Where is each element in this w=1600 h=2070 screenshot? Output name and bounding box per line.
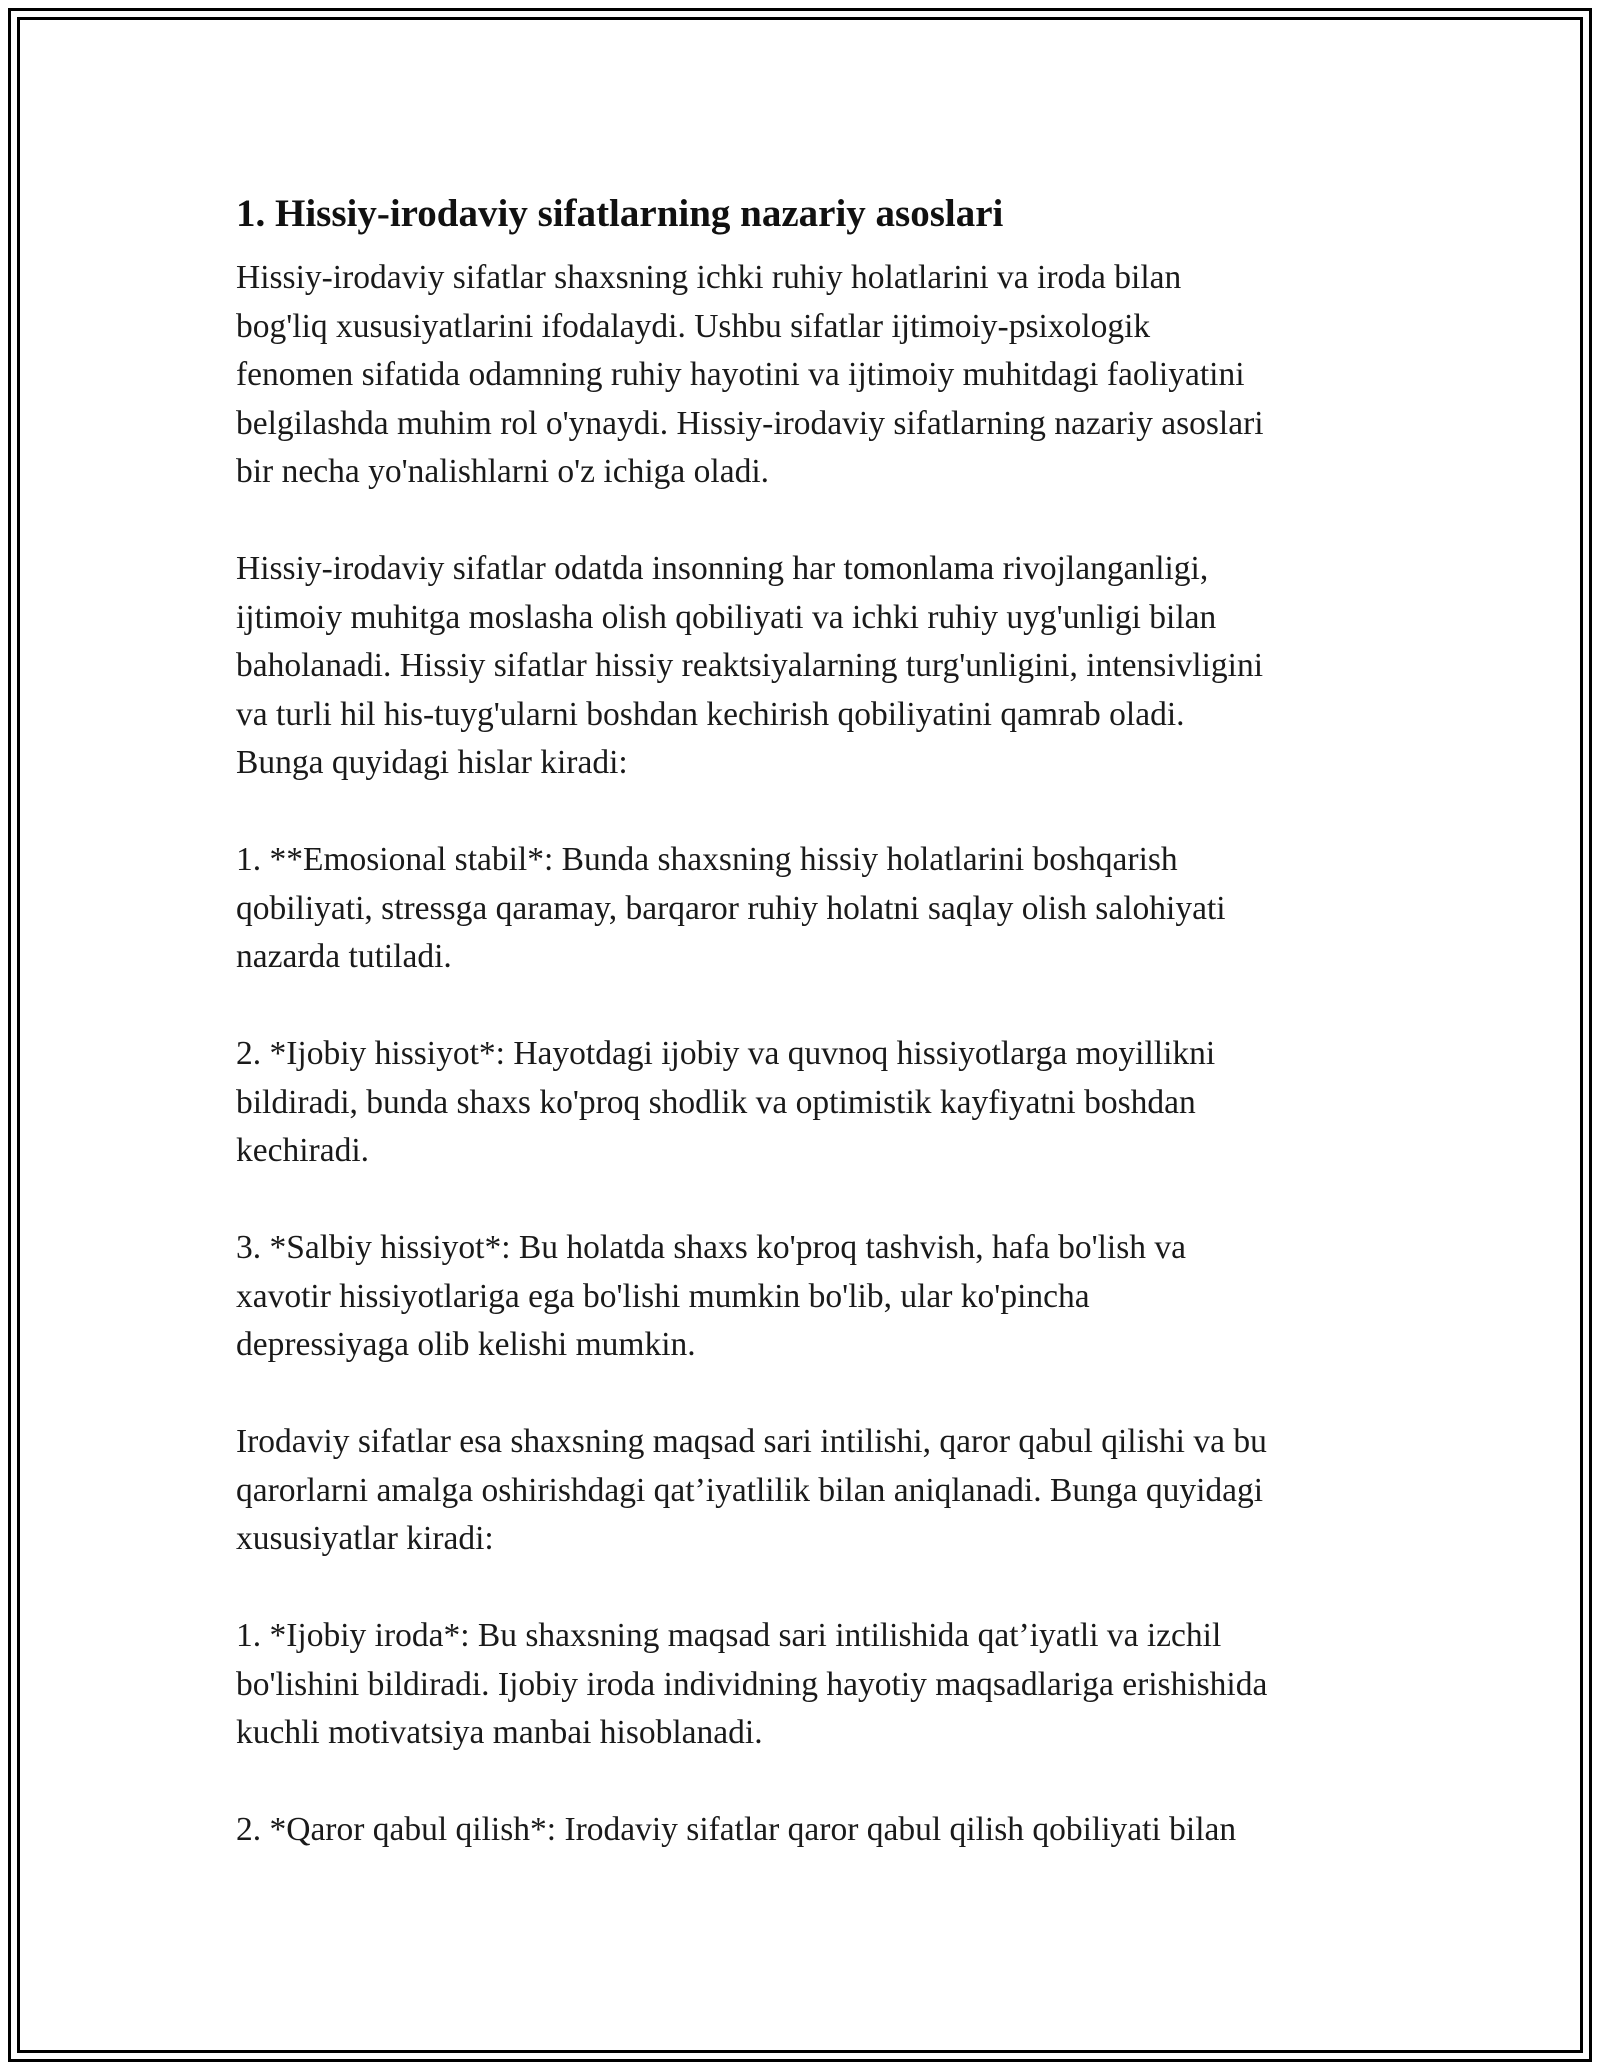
section-heading: 1. Hissiy-irodaviy sifatlarning nazariy asoslari bbox=[236, 192, 1004, 235]
list-item-positive-will: 1. *Ijobiy iroda*: Bu shaxsning maqsad sari intilishida qat’iyatli va izchil bo'lishini bildiradi. Ijobiy iroda individning hayotiy maqsadlariga erishishida kuchli motivatsiya manbai hisoblanadi. bbox=[236, 1617, 1268, 1751]
paragraph-intro: Hissiy-irodaviy sifatlar shaxsning ichki ruhiy holatlarini va iroda bilan bog'liq xususiyatlarini ifodalaydi. Ushbu sifatlar ijtimoiy-psixologik fenomen sifatida odamning ruhiy hayotini va ijtimoiy muhitdagi faoliyatini belgilashda muhim rol o'ynaydi. Hissiy-irodaviy sifatlarning nazariy asoslari bir necha yo'nalishlarni o'z ichiga oladi. bbox=[236, 259, 1264, 490]
document-body bbox=[236, 186, 1376, 1855]
list-item-decision-making: 2. *Qaror qabul qilish*: Irodaviy sifatlar qaror qabul qilish qobiliyati bilan bbox=[236, 1811, 1237, 1848]
list-item-emotional-stability: 1. **Emosional stabil*: Bunda shaxsning hissiy holatlarini boshqarish qobiliyati, stressga qaramay, barqaror ruhiy holatni saqlay olish salohiyati nazarda tutiladi. bbox=[236, 841, 1226, 975]
list-item-negative-emotion: 3. *Salbiy hissiyot*: Bu holatda shaxs ko'proq tashvish, hafa bo'lish va xavotir hissiyotlariga ega bo'lishi mumkin bo'lib, ular ko'pincha depressiyaga olib kelishi mumkin. bbox=[236, 1229, 1187, 1363]
paragraph-emotional-qualities: Hissiy-irodaviy sifatlar odatda insonning har tomonlama rivojlanganligi, ijtimoiy muhitga moslasha olish qobiliyati va ichki ruhiy uyg'unligi bilan baholanadi. Hissiy sifatlar hissiy reaktsiyalarning turg'unligini, intensivligini va turli hil his-tuyg'ularni boshdan kechirish qobiliyatini qamrab oladi. Bunga quyidagi hislar kiradi: bbox=[236, 550, 1264, 781]
list-item-positive-emotion: 2. *Ijobiy hissiyot*: Hayotdagi ijobiy va quvnoq hissiyotlarga moyillikni bildiradi, bunda shaxs ko'proq shodlik va optimistik kayfiyatni boshdan kechiradi. bbox=[236, 1035, 1216, 1169]
paragraph-volitional-qualities: Irodaviy sifatlar esa shaxsning maqsad sari intilishi, qaror qabul qilishi va bu qarorlarni amalga oshirishdagi qat’iyatlilik bilan aniqlanadi. Bunga quyidagi xususiyatlar kiradi: bbox=[236, 1423, 1267, 1557]
